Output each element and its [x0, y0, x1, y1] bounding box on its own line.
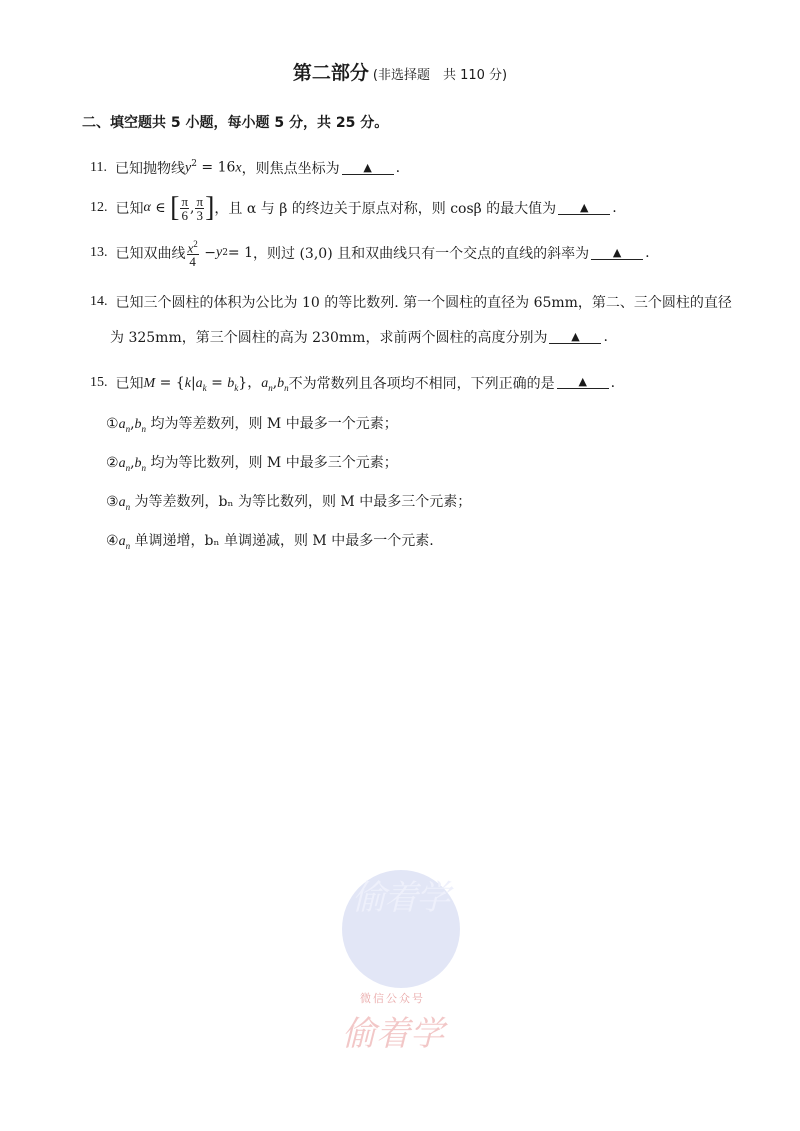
formula-hyperbola: $\frac{x^2}{4}$ − y 2 = 1: [187, 239, 254, 270]
option-marker: $③a_n$: [106, 494, 131, 512]
question-number: 12.: [90, 200, 108, 215]
question-number: 13.: [90, 245, 108, 261]
answer-blank: ▲: [591, 247, 643, 260]
answer-blank: ▲: [558, 202, 610, 215]
question-text: 已知双曲线: [115, 246, 186, 263]
question-14-line2: [110, 327, 608, 347]
option-text: 均为等差数列，则 M 中最多一个元素；: [150, 416, 398, 432]
formula-interval: α ∈ [ $\frac{\pi}{6}$ , $\frac{\pi}{3}$ ]: [143, 192, 215, 223]
option-1: [106, 413, 398, 435]
option-marker: $①a_n,b_n$: [106, 416, 147, 434]
section-heading: 二、填空题共 5 小题，每小题 5 分，共 25 分。: [82, 115, 389, 131]
question-end: .: [395, 160, 401, 176]
page-title: [0, 58, 800, 85]
question-number: 14.: [90, 294, 108, 309]
answer-blank: ▲: [557, 376, 609, 389]
option-marker: $②a_n,b_n$: [106, 455, 147, 473]
question-number: 11.: [90, 160, 107, 175]
watermark-logo-bottom: 偷着学: [342, 1014, 444, 1054]
formula-parabola: $y^2 = 16x$: [184, 159, 242, 176]
option-marker: $④a_n$: [106, 533, 131, 551]
question-text: ，则过 (3,0) 且和双曲线只有一个交点的直线的斜率为: [253, 246, 590, 263]
question-text: 已知: [115, 201, 144, 217]
answer-blank: ▲: [549, 331, 601, 344]
question-text: 已知: [115, 375, 144, 392]
option-text: 单调递增，bₙ 单调递减，则 M 中最多一个元素.: [134, 533, 434, 549]
question-text: 不为常数列且各项均不相同，下列正确的是: [288, 375, 555, 392]
question-text: 已知抛物线: [114, 161, 185, 177]
question-end: .: [612, 200, 617, 216]
answer-blank: ▲: [342, 162, 394, 175]
option-3: [106, 491, 471, 513]
watermark-caption: 微信公众号: [360, 992, 425, 1005]
question-text: 已知三个圆柱的体积为公比为 10 的等比数列. 第一个圆柱的直径为 65mm，第二、三个圆柱的直径: [115, 295, 732, 311]
option-text: 为等差数列，bₙ 为等比数列，则 M 中最多三个元素；: [134, 494, 472, 510]
option-4: [106, 530, 434, 552]
question-text: 为 325mm，第三个圆柱的高为 230mm，求前两个圆柱的高度分别为: [110, 330, 548, 346]
formula-set: $M = \{k|a_k = b_k\}$，$a_n,b_n$: [143, 375, 289, 393]
question-end: .: [610, 374, 616, 391]
question-13: [90, 238, 650, 268]
question-11: [90, 158, 400, 178]
question-14-line1: [90, 292, 732, 312]
question-text: ，则焦点坐标为: [241, 161, 340, 177]
option-text: 均为等比数列，则 M 中最多三个元素；: [150, 455, 398, 471]
question-text: ，且 α 与 β 的终边关于原点对称，则 cosβ 的最大值为: [214, 201, 557, 217]
title-main: 第二部分: [292, 62, 369, 84]
question-12: [90, 194, 617, 222]
question-end: .: [603, 329, 608, 345]
question-end: .: [645, 245, 650, 262]
question-15: [90, 372, 615, 394]
title-sub: (非选择题 共 110 分): [372, 68, 508, 83]
watermark: [338, 850, 478, 1054]
watermark-logo-top: 偷着学: [352, 878, 448, 918]
option-2: [106, 452, 398, 474]
question-number: 15.: [90, 374, 108, 390]
